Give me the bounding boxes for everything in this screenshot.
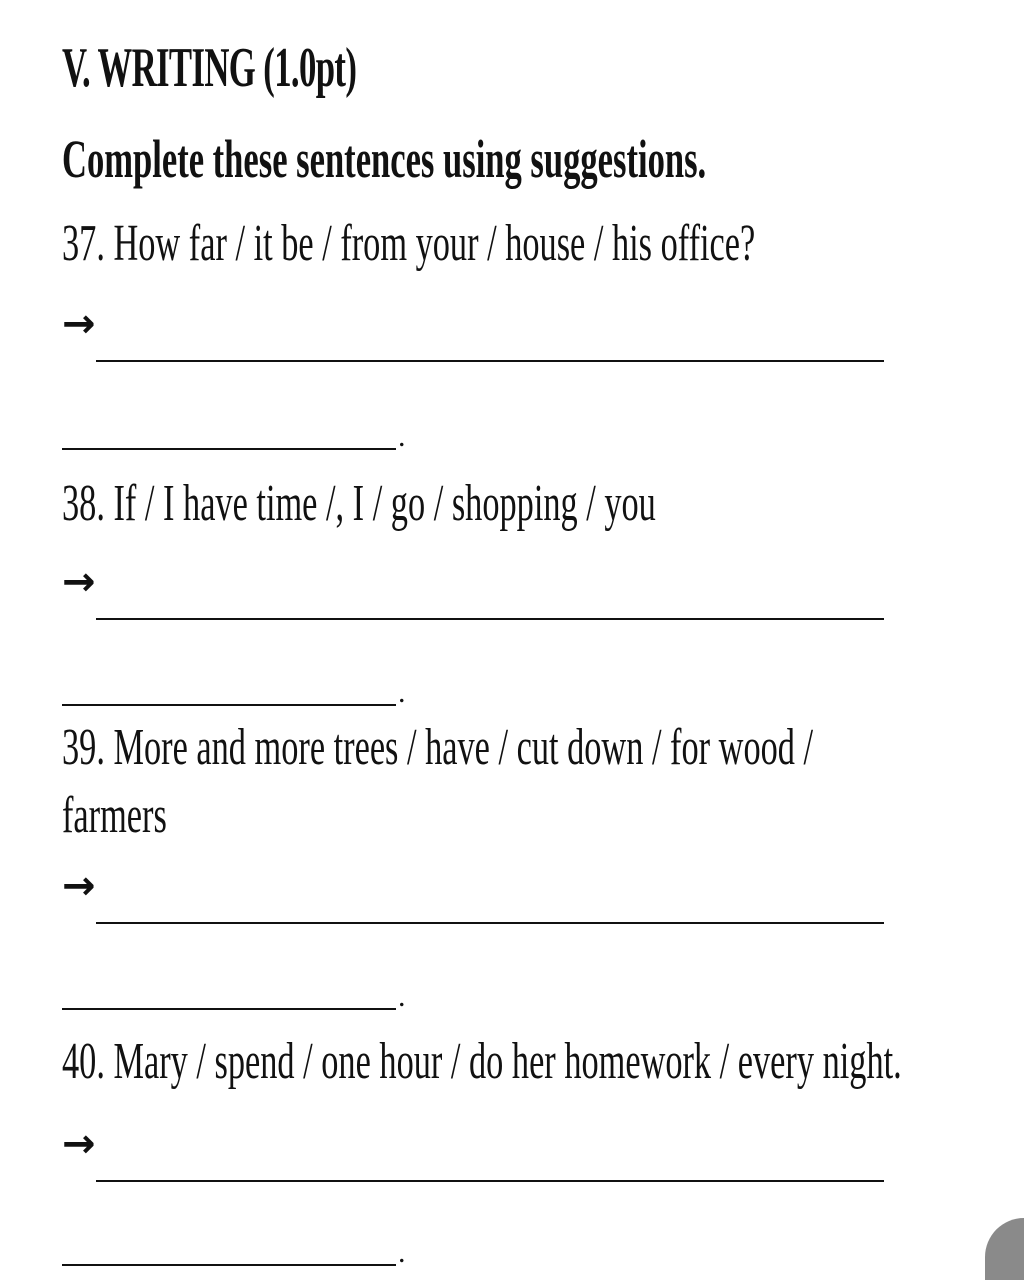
question-40-text: 40. Mary / spend / one hour / do her homework / every night.: [62, 1033, 902, 1090]
answer-arrow-icon: →: [62, 301, 96, 347]
answer-39-line-1[interactable]: [96, 922, 884, 924]
answer-39-line-2[interactable]: [62, 1008, 396, 1010]
question-38-text: 38. If / I have time /, I / go / shopping / you: [62, 475, 656, 532]
answer-38-line-1[interactable]: [96, 618, 884, 620]
answer-39-period: .: [398, 980, 406, 1013]
question-39-text-continued: farmers: [62, 787, 167, 844]
corner-overlay-shape: [985, 1218, 1024, 1280]
answer-37-line-1[interactable]: [96, 360, 884, 362]
answer-38-period: .: [398, 676, 406, 709]
answer-37-line-2[interactable]: [62, 448, 396, 450]
section-title: V. WRITING (1.0pt): [62, 37, 357, 99]
question-39-text: 39. More and more trees / have / cut down / for wood /: [62, 719, 814, 776]
answer-40-line-1[interactable]: [96, 1180, 884, 1182]
answer-37-period: .: [398, 420, 406, 453]
answer-40-period: .: [398, 1236, 406, 1269]
question-37-text: 37. How far / it be / from your / house / his office?: [62, 215, 756, 272]
answer-arrow-icon: →: [62, 559, 96, 605]
answer-38-line-2[interactable]: [62, 704, 396, 706]
answer-arrow-icon: →: [62, 1121, 96, 1167]
answer-40-line-2[interactable]: [62, 1264, 396, 1266]
section-instruction: Complete these sentences using suggestions.: [62, 129, 707, 189]
answer-arrow-icon: →: [62, 863, 96, 909]
